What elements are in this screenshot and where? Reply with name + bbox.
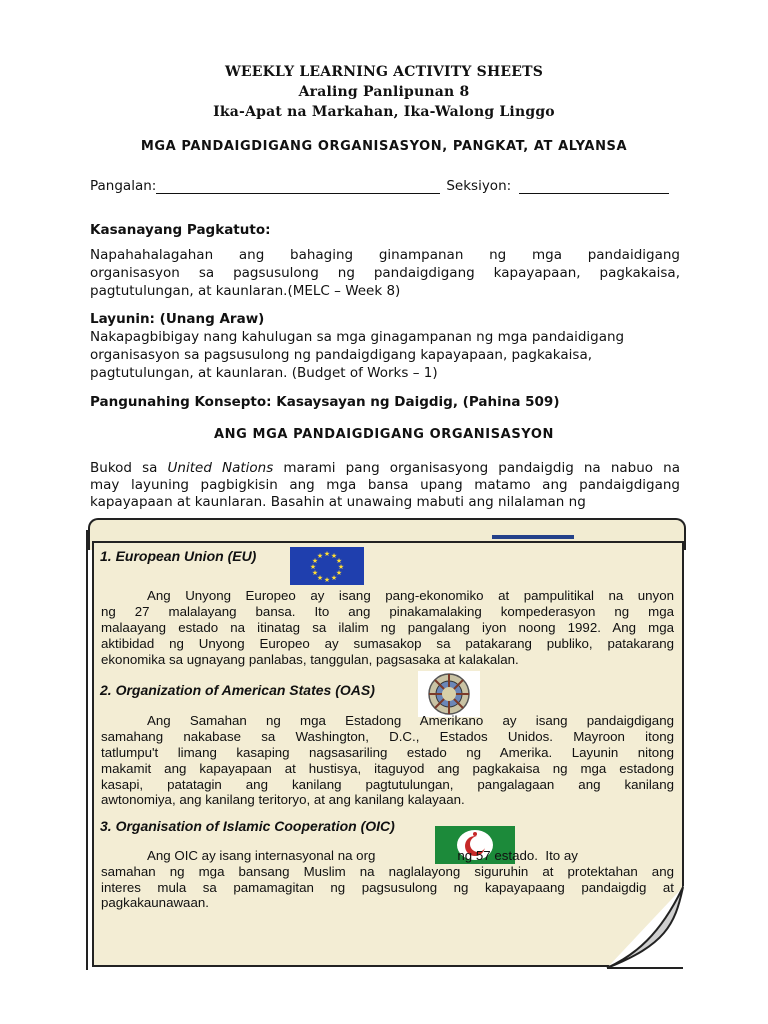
kasanayan-line: pagtutulungan, at kaunlaran.(MELC – Week 8) [90, 283, 401, 299]
subject-title: Araling Panlipunan 8 [298, 84, 470, 100]
eu-flag-icon [290, 547, 364, 585]
eu-line: aktibidad ng Unyong Europeo ay sumasakop sa patakarang publiko, patakarang [101, 636, 674, 651]
oas-line: kasapi, patatagin ang kanilang pagtutulungan, pangalagaan ang kanilang [101, 777, 674, 792]
svg-text:★: ★ [309, 563, 317, 571]
layunin-line: Nakapagbibigay nang kahulugan sa mga ginagampanan ng mga pandaidigang [90, 329, 625, 345]
eu-line: ng 27 malalayang bansa. Ito ang pinakamalaking kompederasyon ng mga [101, 604, 674, 619]
svg-text:★: ★ [330, 552, 338, 560]
layunin-line: pagtutulungan, at kaunlaran. (Budget of Works – 1) [90, 365, 438, 381]
section-field[interactable] [519, 179, 669, 194]
oic-line: interes mula sa pamamagitan ng pagsusulong ng kapayapaang pandaigdig at [101, 880, 674, 895]
svg-text:★: ★ [311, 557, 319, 565]
name-label: Pangalan: [90, 178, 157, 194]
oas-line: samahang nakabase sa Washington, D.C., Estados Unidos. Mayroon itong [101, 729, 674, 744]
oic-line: samahan ng mga bansang Muslim na naglalayong siguruhin at protektahan ang [101, 864, 674, 879]
svg-text:★: ★ [335, 569, 343, 577]
oas-heading: 2. Organization of American States (OAS) [100, 682, 375, 698]
svg-text:★: ★ [335, 557, 343, 565]
oic-line-end: ng 57 estado. Ito ay [457, 848, 578, 863]
intro-line: may layuning pagbigkisin ang mga bansa upang matamo ang pandaigdigang [90, 477, 680, 493]
lesson-title: MGA PANDAIGDIGANG ORGANISASYON, PANGKAT, AT ALYANSA [140, 139, 628, 154]
section-label: Seksiyon: [446, 178, 512, 194]
eu-line: ekonomika sa ugnayang panlabas, tanggulan, pagsasaka at kalakalan. [101, 652, 519, 667]
quarter-week: Ika-Apat na Markahan, Ika-Walong Linggo [213, 104, 555, 120]
svg-text:★: ★ [316, 552, 324, 560]
layunin-line: organisasyon sa pagsusulong ng pandaigdigang kapayapaan, pagkakaisa, [90, 347, 593, 363]
intro-prefix: Bukod sa [90, 460, 168, 476]
oas-emblem-icon [418, 671, 480, 717]
scroll-accent [492, 535, 574, 539]
svg-text:★: ★ [337, 563, 345, 571]
svg-text:★: ★ [311, 569, 319, 577]
kasanayan-heading: Kasanayang Pagkatuto: [90, 222, 271, 238]
kasanayan-line: organisasyon sa pagsusulong ng pandaigdigang kapayapaan, pagkakaisa, [90, 265, 680, 281]
svg-text:★: ★ [330, 574, 338, 582]
student-info-row [90, 178, 680, 194]
intro-italic: United Nations [167, 460, 274, 476]
layunin-heading: Layunin: (Unang Araw) [90, 311, 265, 327]
intro-line: kapayapaan at kaunlaran. Basahin at unawaing mabuti ang nilalaman ng [90, 494, 586, 510]
svg-text:★: ★ [323, 550, 331, 558]
oas-line: makamit ang kapayapaan at hustisya, itaguyod ang pagkakaisa ng mga estadong [101, 761, 674, 776]
intro-rest: marami pang organisasyong pandaigdig na nabuo na [273, 460, 680, 476]
oas-line: Ang Samahan ng mga Estadong Amerikano ay isang pandaigdigang [147, 713, 674, 728]
section-title: ANG MGA PANDAIGDIGANG ORGANISASYON [214, 427, 554, 442]
oas-line: tatlumpu't limang kasaping nagsasariling estado ng Amerika. Layunin nitong [101, 745, 674, 760]
svg-text:★: ★ [323, 576, 331, 584]
svg-text:★: ★ [316, 574, 324, 582]
oic-heading: 3. Organisation of Islamic Cooperation (OIC) [100, 818, 395, 834]
eu-line: malaayang estado na itinatag sa ilalim ng pangalang iyon noong 1992. Ang mga [101, 620, 674, 635]
kasanayan-line: Napahahalagahan ang bahaging ginampanan ng mga pandaidigang [90, 247, 680, 263]
eu-line: Ang Unyong Europeo ay isang pang-ekonomiko at pampulitikal na unyon [147, 588, 674, 603]
oic-line [147, 848, 674, 864]
oic-line: pagkakaunawaan. [101, 895, 209, 910]
oic-line-start: Ang OIC ay isang internasyonal na org [147, 848, 376, 863]
intro-line [90, 459, 680, 477]
oas-line: awtonomiya, ang kanilang teritoryo, at ang kanilang kalayaan. [101, 792, 465, 807]
eu-heading: 1. European Union (EU) [100, 548, 257, 564]
name-field[interactable] [156, 179, 440, 194]
konsepto-heading: Pangunahing Konsepto: Kasaysayan ng Daigdig, (Pahina 509) [90, 394, 560, 410]
sheet-title: WEEKLY LEARNING ACTIVITY SHEETS [224, 64, 544, 80]
